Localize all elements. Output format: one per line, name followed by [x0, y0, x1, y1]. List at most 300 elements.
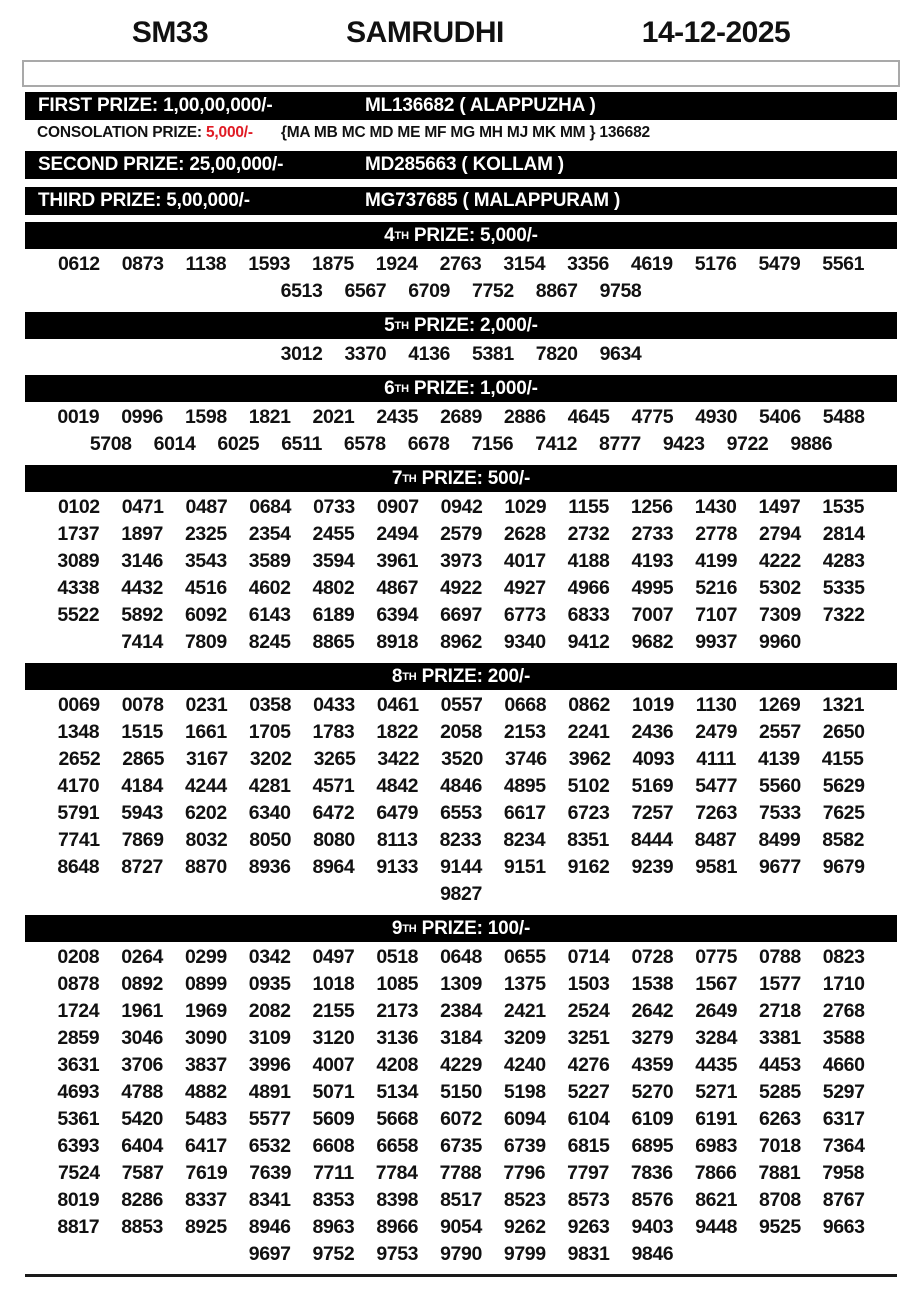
winning-number: 6678 [407, 433, 450, 455]
winning-number: 7881 [758, 1162, 801, 1184]
winning-number: 3594 [312, 550, 355, 572]
consolation-series: {MA MB MC MD ME MF MG MH MJ MK MM } 136682 [280, 124, 650, 141]
winning-number: 9886 [790, 433, 833, 455]
winning-number: 3837 [184, 1054, 227, 1076]
winning-number: 4281 [248, 775, 291, 797]
winning-number: 5522 [57, 604, 100, 626]
winning-number: 9831 [567, 1243, 610, 1265]
winning-number: 4208 [376, 1054, 419, 1076]
winning-number: 4802 [312, 577, 355, 599]
winning-number: 8925 [184, 1216, 227, 1238]
winning-number: 4846 [440, 775, 482, 797]
winning-number: 9054 [440, 1216, 482, 1238]
winning-number: 7107 [695, 604, 738, 626]
winning-number: 7639 [249, 1162, 292, 1184]
winning-number: 9663 [822, 1216, 865, 1238]
winning-number: 4788 [121, 1081, 163, 1103]
winning-number: 1593 [248, 253, 291, 275]
winning-number: 6723 [567, 802, 610, 824]
winning-number: 8865 [312, 631, 355, 653]
draw-date: 14-12-2025 [641, 16, 791, 49]
winning-number: 3012 [280, 343, 323, 365]
draw-code: SM33 [131, 16, 209, 49]
winning-number: 2524 [567, 1000, 610, 1022]
winning-number: 8964 [312, 856, 355, 878]
winning-number: 3184 [440, 1027, 482, 1049]
winning-number: 0684 [249, 496, 292, 518]
winning-number: 1321 [822, 694, 865, 716]
winning-number: 6739 [503, 1135, 546, 1157]
winning-number: 5071 [312, 1081, 355, 1103]
winning-number: 4111 [696, 748, 736, 770]
winning-number: 6025 [217, 433, 260, 455]
winning-number: 4007 [312, 1054, 355, 1076]
winning-number: 4966 [567, 577, 610, 599]
winning-number: 0648 [440, 946, 482, 968]
winning-number: 5134 [376, 1081, 419, 1103]
first-prize-label: FIRST PRIZE: 1,00,00,000/- [38, 95, 273, 116]
winning-number: 0102 [57, 496, 100, 518]
winning-number: 9799 [503, 1243, 546, 1265]
winning-number: 8080 [313, 829, 355, 851]
winning-number: 9758 [599, 280, 642, 302]
winning-number: 4995 [631, 577, 674, 599]
winning-number: 6532 [248, 1135, 291, 1157]
winning-number: 4283 [822, 550, 865, 572]
winning-number: 1515 [121, 721, 163, 743]
winning-number: 4199 [695, 550, 738, 572]
winning-number: 9682 [631, 631, 674, 653]
prize-tier-section [0, 465, 922, 656]
winning-number: 2652 [58, 748, 101, 770]
winning-number: 8337 [184, 1189, 227, 1211]
winning-number: 2082 [248, 1000, 291, 1022]
winning-number: 4359 [631, 1054, 674, 1076]
winning-number: 2886 [503, 406, 546, 428]
winning-number: 0788 [759, 946, 801, 968]
winning-number: 3120 [312, 1027, 355, 1049]
first-prize-bar [25, 92, 897, 120]
winning-number: 2649 [695, 1000, 738, 1022]
winning-number: 2689 [440, 406, 482, 428]
consolation-amount: 5,000/- [206, 124, 253, 141]
winning-number: 0461 [376, 694, 419, 716]
winning-number: 4645 [567, 406, 610, 428]
winning-number: 6340 [248, 802, 291, 824]
consolation-prize-row [25, 120, 897, 146]
winning-number: 4222 [759, 550, 801, 572]
winning-number: 3090 [184, 1027, 227, 1049]
winning-number: 6094 [503, 1108, 546, 1130]
winning-number: 7414 [121, 631, 163, 653]
winning-number: 6553 [440, 802, 482, 824]
prize-tier-section [0, 663, 922, 908]
winning-number: 0557 [440, 694, 483, 716]
winning-number: 6189 [312, 604, 355, 626]
winning-number: 9340 [503, 631, 546, 653]
winning-number: 0208 [57, 946, 100, 968]
winning-number: 6773 [503, 604, 546, 626]
winning-number: 6404 [121, 1135, 163, 1157]
winning-number: 0873 [121, 253, 164, 275]
tier-numbers-grid [37, 341, 885, 368]
winning-number: 0655 [503, 946, 546, 968]
winning-number: 7741 [57, 829, 100, 851]
winning-number: 7625 [822, 802, 865, 824]
winning-number: 6983 [695, 1135, 738, 1157]
winning-number: 0299 [184, 946, 227, 968]
winning-number: 6317 [822, 1108, 865, 1130]
winning-number: 8234 [503, 829, 546, 851]
winning-number: 2814 [822, 523, 865, 545]
winning-number: 6202 [184, 802, 227, 824]
winning-number: 0907 [376, 496, 419, 518]
winning-number: 5285 [759, 1081, 801, 1103]
winning-number: 0668 [504, 694, 547, 716]
winning-number: 4693 [57, 1081, 100, 1103]
lottery-name: SAMRUDHI [346, 16, 504, 49]
winning-number: 2650 [822, 721, 865, 743]
winning-number: 8487 [694, 829, 737, 851]
winning-number: 5271 [695, 1081, 738, 1103]
winning-number: 8245 [248, 631, 291, 653]
winning-number: 6511 [281, 433, 322, 455]
winning-number: 1535 [822, 496, 865, 518]
winning-number: 0497 [312, 946, 355, 968]
winning-number: 0892 [121, 973, 163, 995]
winning-number: 7018 [759, 1135, 801, 1157]
winning-number: 2763 [439, 253, 482, 275]
winning-number: 3089 [57, 550, 100, 572]
winning-number: 7309 [759, 604, 801, 626]
winning-number: 1269 [758, 694, 801, 716]
winning-number: 7156 [471, 433, 514, 455]
winning-number: 3046 [121, 1027, 163, 1049]
prize-tier-section [0, 222, 922, 305]
winning-number: 1130 [695, 694, 737, 716]
winning-number: 7524 [57, 1162, 100, 1184]
winning-number: 9937 [695, 631, 738, 653]
winning-number: 6578 [343, 433, 386, 455]
winning-number: 7958 [822, 1162, 865, 1184]
winning-number: 6072 [440, 1108, 482, 1130]
winning-number: 4276 [567, 1054, 610, 1076]
winning-number: 4775 [631, 406, 674, 428]
winning-number: 8444 [630, 829, 673, 851]
winning-number: 3589 [248, 550, 291, 572]
winning-number: 9581 [695, 856, 738, 878]
winning-number: 5483 [184, 1108, 227, 1130]
winning-number: 9753 [376, 1243, 419, 1265]
winning-number: 8853 [121, 1216, 163, 1238]
winning-number: 6697 [440, 604, 482, 626]
winning-number: 8499 [758, 829, 801, 851]
winning-number: 7257 [631, 802, 674, 824]
winning-number: 1897 [121, 523, 163, 545]
winning-number: 0069 [57, 694, 100, 716]
winning-number: 4188 [567, 550, 610, 572]
winning-number: 0487 [185, 496, 228, 518]
winning-number: 4139 [757, 748, 800, 770]
tier-header: 9 TH PRIZE: 100/- [25, 915, 897, 942]
winning-number: 2173 [376, 1000, 419, 1022]
winning-number: 4017 [503, 550, 546, 572]
winning-number: 7322 [822, 604, 865, 626]
winning-number: 8767 [822, 1189, 865, 1211]
winning-number: 2325 [184, 523, 227, 545]
winning-number: 3251 [567, 1027, 610, 1049]
winning-number: 1567 [695, 973, 738, 995]
winning-number: 6567 [344, 280, 387, 302]
winning-number: 9960 [759, 631, 801, 653]
winning-number: 9722 [726, 433, 769, 455]
winning-number: 4842 [376, 775, 419, 797]
winning-number: 0733 [313, 496, 355, 518]
winning-number: 7263 [695, 802, 738, 824]
winning-number: 4930 [695, 406, 738, 428]
winning-number: 7007 [631, 604, 674, 626]
winning-number: 8867 [535, 280, 578, 302]
winning-number: 5150 [440, 1081, 482, 1103]
winning-number: 5198 [503, 1081, 546, 1103]
tier-numbers-grid [37, 404, 885, 458]
winning-number: 6608 [312, 1135, 355, 1157]
winning-number: 4170 [57, 775, 100, 797]
winning-number: 8398 [376, 1189, 419, 1211]
winning-number: 3962 [568, 748, 611, 770]
winning-number: 9790 [440, 1243, 482, 1265]
winning-number: 8573 [567, 1189, 610, 1211]
winning-number: 1503 [567, 973, 610, 995]
winning-number: 5477 [695, 775, 738, 797]
winning-number: 0714 [567, 946, 610, 968]
winning-number: 3356 [567, 253, 609, 275]
consolation-label: CONSOLATION PRIZE: [37, 124, 202, 141]
winning-number: 7533 [759, 802, 801, 824]
winning-number: 6393 [57, 1135, 100, 1157]
winning-number: 1710 [822, 973, 865, 995]
winning-number: 1155 [568, 496, 609, 518]
tier-header: 7 TH PRIZE: 500/- [25, 465, 897, 492]
winning-number: 4602 [248, 577, 291, 599]
third-prize-bar [25, 187, 897, 215]
winning-number: 4867 [376, 577, 419, 599]
tier-header: 4 TH PRIZE: 5,000/- [25, 222, 897, 249]
winning-number: 8946 [248, 1216, 291, 1238]
winning-number: 5560 [759, 775, 801, 797]
winning-number: 1085 [376, 973, 419, 995]
winning-number: 3154 [503, 253, 546, 275]
winning-number: 8708 [759, 1189, 801, 1211]
winning-number: 8032 [185, 829, 228, 851]
tier-numbers-grid [37, 251, 885, 305]
winning-number: 8648 [57, 856, 100, 878]
winning-number: 0231 [185, 694, 228, 716]
winning-number: 9697 [248, 1243, 291, 1265]
winning-number: 0342 [248, 946, 291, 968]
winning-number: 8963 [312, 1216, 355, 1238]
winning-number: 4927 [503, 577, 546, 599]
winning-number: 7866 [694, 1162, 737, 1184]
winning-number: 6104 [567, 1108, 610, 1130]
second-prize-label: SECOND PRIZE: 25,00,000/- [38, 154, 284, 175]
winning-number: 5270 [631, 1081, 674, 1103]
winning-number: 7364 [822, 1135, 865, 1157]
winning-number: 7869 [121, 829, 164, 851]
winning-number: 4453 [759, 1054, 801, 1076]
winning-number: 2354 [248, 523, 291, 545]
bottom-divider [25, 1274, 897, 1277]
winning-number: 9162 [567, 856, 610, 878]
winning-number: 9133 [376, 856, 419, 878]
winning-number: 2058 [440, 721, 482, 743]
winning-number: 5176 [694, 253, 737, 275]
winning-number: 2579 [440, 523, 482, 545]
winning-number: 5302 [759, 577, 801, 599]
winning-number: 0935 [248, 973, 291, 995]
winning-number: 7412 [535, 433, 578, 455]
winning-number: 8341 [248, 1189, 291, 1211]
winning-number: 3284 [695, 1027, 738, 1049]
winning-number: 6109 [631, 1108, 674, 1130]
winning-number: 1724 [57, 1000, 100, 1022]
winning-number: 6014 [153, 433, 196, 455]
winning-number: 4882 [184, 1081, 227, 1103]
winning-number: 4155 [821, 748, 864, 770]
winning-number: 7797 [567, 1162, 609, 1184]
winning-number: 5577 [248, 1108, 291, 1130]
winning-number: 8966 [376, 1216, 419, 1238]
winning-number: 3370 [344, 343, 387, 365]
winning-number: 3265 [313, 748, 356, 770]
winning-number: 5561 [822, 253, 865, 275]
winning-number: 3746 [504, 748, 547, 770]
winning-number: 6092 [184, 604, 227, 626]
winning-number: 7752 [472, 280, 514, 302]
winning-number: 5335 [822, 577, 865, 599]
winning-number: 2494 [376, 523, 419, 545]
winning-number: 8351 [567, 829, 609, 851]
winning-number: 8621 [695, 1189, 738, 1211]
winning-number: 8286 [121, 1189, 163, 1211]
winning-number: 6479 [376, 802, 419, 824]
winning-number: 2768 [822, 1000, 865, 1022]
winning-number: 6143 [248, 604, 291, 626]
first-prize-winner: ML136682 ( ALAPPUZHA ) [365, 95, 596, 116]
winning-number: 4891 [248, 1081, 291, 1103]
winning-number: 3996 [248, 1054, 291, 1076]
winning-number: 0358 [249, 694, 292, 716]
winning-number: 5629 [822, 775, 865, 797]
winning-number: 3202 [249, 748, 292, 770]
winning-number: 0612 [57, 253, 100, 275]
winning-number: 2859 [57, 1027, 100, 1049]
winning-number: 9262 [503, 1216, 546, 1238]
winning-number: 7796 [503, 1162, 546, 1184]
winning-number: 8019 [57, 1189, 100, 1211]
tier-header: 8 TH PRIZE: 200/- [25, 663, 897, 690]
winning-number: 1138 [185, 253, 227, 275]
winning-number: 0518 [376, 946, 419, 968]
winning-number: 2436 [631, 721, 674, 743]
winning-number: 2778 [695, 523, 738, 545]
winning-number: 5479 [758, 253, 801, 275]
winning-number: 1924 [375, 253, 418, 275]
winning-number: 7820 [535, 343, 578, 365]
winning-number: 3961 [376, 550, 419, 572]
winning-number: 1497 [758, 496, 801, 518]
winning-number: 9827 [440, 883, 482, 905]
winning-number: 1961 [121, 1000, 163, 1022]
winning-number: 3973 [440, 550, 482, 572]
winning-number: 4093 [632, 748, 675, 770]
winning-number: 6417 [184, 1135, 227, 1157]
winning-number: 7836 [630, 1162, 673, 1184]
winning-number: 4184 [121, 775, 163, 797]
winning-number: 3631 [57, 1054, 100, 1076]
winning-number: 2455 [312, 523, 355, 545]
winning-number: 3422 [377, 748, 420, 770]
winning-number: 1737 [57, 523, 100, 545]
winning-number: 3543 [184, 550, 227, 572]
winning-number: 2732 [567, 523, 610, 545]
winning-number: 0264 [121, 946, 163, 968]
winning-number: 6833 [567, 604, 610, 626]
tier-numbers-grid [37, 692, 885, 908]
winning-number: 3136 [376, 1027, 419, 1049]
winning-number: 2733 [631, 523, 674, 545]
winning-number: 8233 [439, 829, 482, 851]
winning-number: 5791 [57, 802, 100, 824]
winning-number: 9412 [567, 631, 610, 653]
winning-number: 4240 [503, 1054, 546, 1076]
winning-number: 4619 [630, 253, 673, 275]
winning-number: 9846 [631, 1243, 674, 1265]
winning-number: 9423 [662, 433, 705, 455]
winning-number: 7587 [121, 1162, 164, 1184]
winning-number: 9752 [312, 1243, 355, 1265]
winning-number: 5420 [121, 1108, 163, 1130]
winning-number: 6895 [631, 1135, 674, 1157]
winning-number: 8936 [248, 856, 291, 878]
winning-number: 5943 [121, 802, 163, 824]
winning-number: 2628 [503, 523, 546, 545]
winning-number: 6263 [759, 1108, 801, 1130]
winning-number: 9151 [503, 856, 546, 878]
winning-number: 5708 [89, 433, 132, 455]
winning-number: 4229 [440, 1054, 482, 1076]
winning-number: 6513 [280, 280, 323, 302]
winning-number: 4571 [312, 775, 355, 797]
winning-number: 2155 [312, 1000, 355, 1022]
winning-number: 2435 [376, 406, 419, 428]
winning-number: 8517 [440, 1189, 482, 1211]
tier-header: 5 TH PRIZE: 2,000/- [25, 312, 897, 339]
prize-tiers [0, 222, 922, 1268]
winning-number: 1783 [312, 721, 355, 743]
winning-number: 1822 [376, 721, 419, 743]
prize-tier-section [0, 375, 922, 458]
winning-number: 6394 [376, 604, 419, 626]
winning-number: 2421 [503, 1000, 546, 1022]
winning-number: 0433 [313, 694, 355, 716]
winning-number: 8113 [376, 829, 418, 851]
winning-number: 3146 [121, 550, 163, 572]
winning-number: 3279 [631, 1027, 674, 1049]
prize-tier-section [0, 312, 922, 368]
winning-number: 9263 [567, 1216, 610, 1238]
winning-number: 1705 [248, 721, 291, 743]
